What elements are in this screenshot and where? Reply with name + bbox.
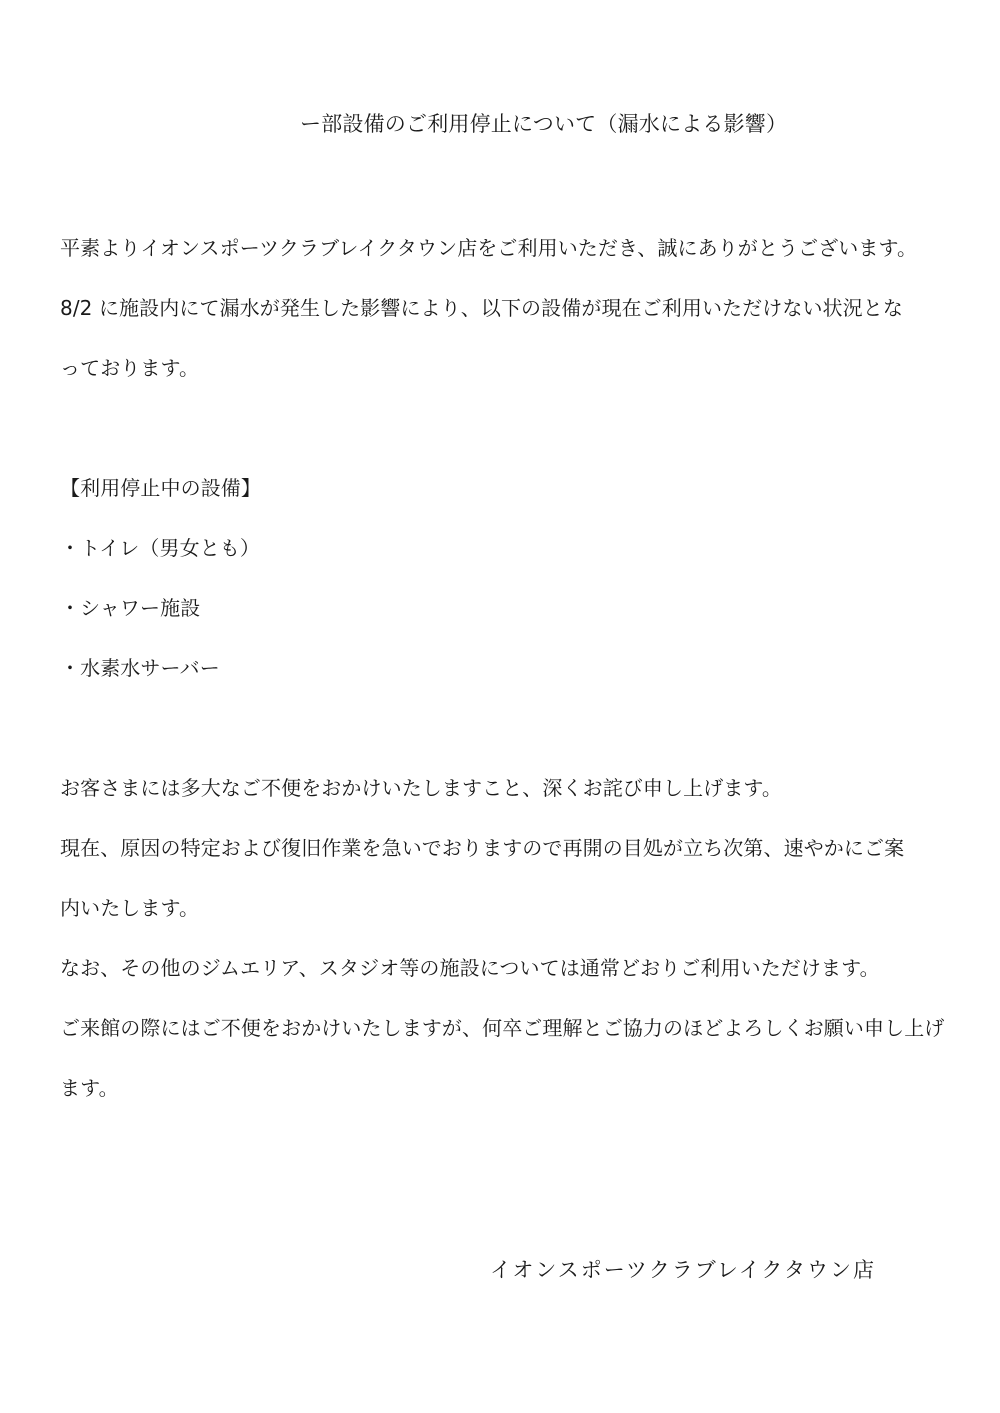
closing-line-2: 現在、原因の特定および復旧作業を急いでおりますので再開の目処が立ち次第、速やかにご案 bbox=[60, 836, 905, 860]
facilities-heading: 【利用停止中の設備】 bbox=[60, 476, 261, 500]
document-title: ー部設備のご利用停止について（漏水による影響） bbox=[300, 112, 788, 136]
closing-line-3: 内いたします。 bbox=[60, 896, 200, 920]
closing-line-4: なお、その他のジムエリア、スタジオ等の施設については通常どおりご利用いただけます。 bbox=[60, 956, 880, 980]
closing-line-6: ます。 bbox=[60, 1076, 119, 1100]
facility-item-hydrogen-water-server: ・水素水サーバー bbox=[60, 656, 220, 680]
closing-line-5: ご来館の際にはご不便をおかけいたしますが、何卒ご理解とご協力のほどよろしくお願い申し上げ bbox=[60, 1016, 945, 1040]
facility-item-shower: ・シャワー施設 bbox=[60, 596, 201, 620]
intro-line-2: 8/2 に施設内にて漏水が発生した影響により、以下の設備が現在ご利用いただけない状況とな bbox=[60, 296, 903, 320]
store-signature: イオンスポーツクラブレイクタウン店 bbox=[490, 1258, 876, 1282]
closing-line-1: お客さまには多大なご不便をおかけいたしますこと、深くお詫び申し上げます。 bbox=[60, 776, 782, 800]
intro-line-3: っております。 bbox=[60, 356, 200, 380]
facility-item-toilet: ・トイレ（男女とも） bbox=[60, 536, 260, 560]
intro-line-1: 平素よりイオンスポーツクラブレイクタウン店をご利用いただき、誠にありがとうございます。 bbox=[60, 236, 918, 260]
